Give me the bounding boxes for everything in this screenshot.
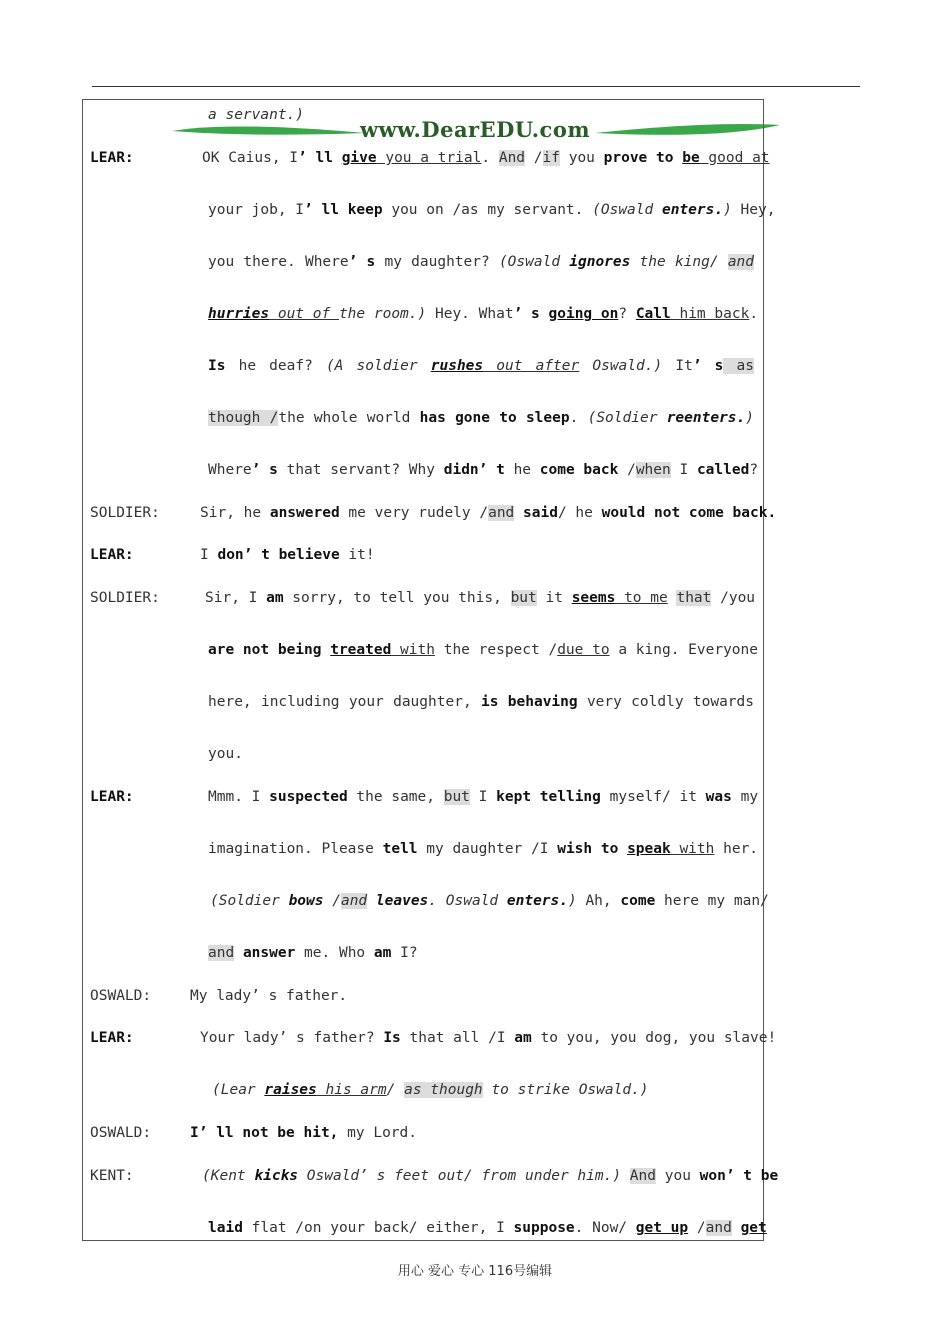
speaker-label: LEAR: <box>90 1030 134 1046</box>
script-line: your job, I’ ll keep you on /as my servant. (Oswald enters.) Hey, <box>208 202 776 218</box>
script-line: My lady’ s father. <box>190 988 348 1004</box>
script-line: you. <box>208 746 243 762</box>
speaker-label: KENT: <box>90 1168 134 1184</box>
script-line: (Soldier bows /and leaves. Oswald enters.) Ah, come here my man/ <box>210 893 769 909</box>
script-line: Mmm. I suspected the same, but I kept telling myself/ it was my <box>208 789 759 805</box>
script-line: (Lear raises his arm/ as though to strike Oswald.) <box>212 1082 649 1098</box>
script-line: I don’ t believe it! <box>200 547 375 563</box>
speaker-label: OSWALD: <box>90 1125 152 1141</box>
script-line: and answer me. Who am I? <box>208 945 418 961</box>
script-line: are not being treated with the respect /due to a king. Everyone <box>208 642 758 658</box>
site-url[interactable]: www.DearEDU.com <box>359 117 591 142</box>
speaker-label: SOLDIER: <box>90 505 160 521</box>
script-line: a servant.) <box>208 107 305 123</box>
script-line: OK Caius, I’ ll give you a trial. And /if you prove to be good at <box>202 150 770 166</box>
script-line: Sir, I am sorry, to tell you this, but it seems to me that /you <box>205 590 756 606</box>
script-line: laid flat /on your back/ either, I suppose. Now/ get up /and get <box>208 1220 767 1236</box>
script-line: I’ ll not be hit, my Lord. <box>190 1125 417 1141</box>
script-line: Is he deaf? (A soldier rushes out after Oswald.) It’ s as <box>208 358 754 374</box>
header-divider <box>92 86 860 87</box>
script-line: you there. Where’ s my daughter? (Oswald ignores the king/ and <box>208 254 755 270</box>
script-line: imagination. Please tell my daughter /I wish to speak with her. <box>208 841 759 857</box>
script-line: (Kent kicks Oswald’ s feet out/ from under him.) And you won’ t be <box>202 1168 779 1184</box>
speaker-label: LEAR: <box>90 150 134 166</box>
speaker-label: LEAR: <box>90 789 134 805</box>
speaker-label: OSWALD: <box>90 988 152 1004</box>
script-line: though /the whole world has gone to sleep. (Soldier reenters.) <box>208 410 754 426</box>
speaker-label: SOLDIER: <box>90 590 160 606</box>
script-line: here, including your daughter, is behaving very coldly towards <box>208 694 754 710</box>
speaker-label: LEAR: <box>90 547 134 563</box>
script-line: hurries out of the room.) Hey. What’ s going on? Call him back. <box>208 306 759 322</box>
page-footer: 用心 爱心 专心 116号编辑 <box>397 1264 553 1279</box>
script-line: Where’ s that servant? Why didn’ t he come back /when I called? <box>208 462 759 478</box>
script-line: Your lady’ s father? Is that all /I am to you, you dog, you slave! <box>200 1030 777 1046</box>
script-line: Sir, he answered me very rudely /and said/ he would not come back. <box>200 505 777 521</box>
